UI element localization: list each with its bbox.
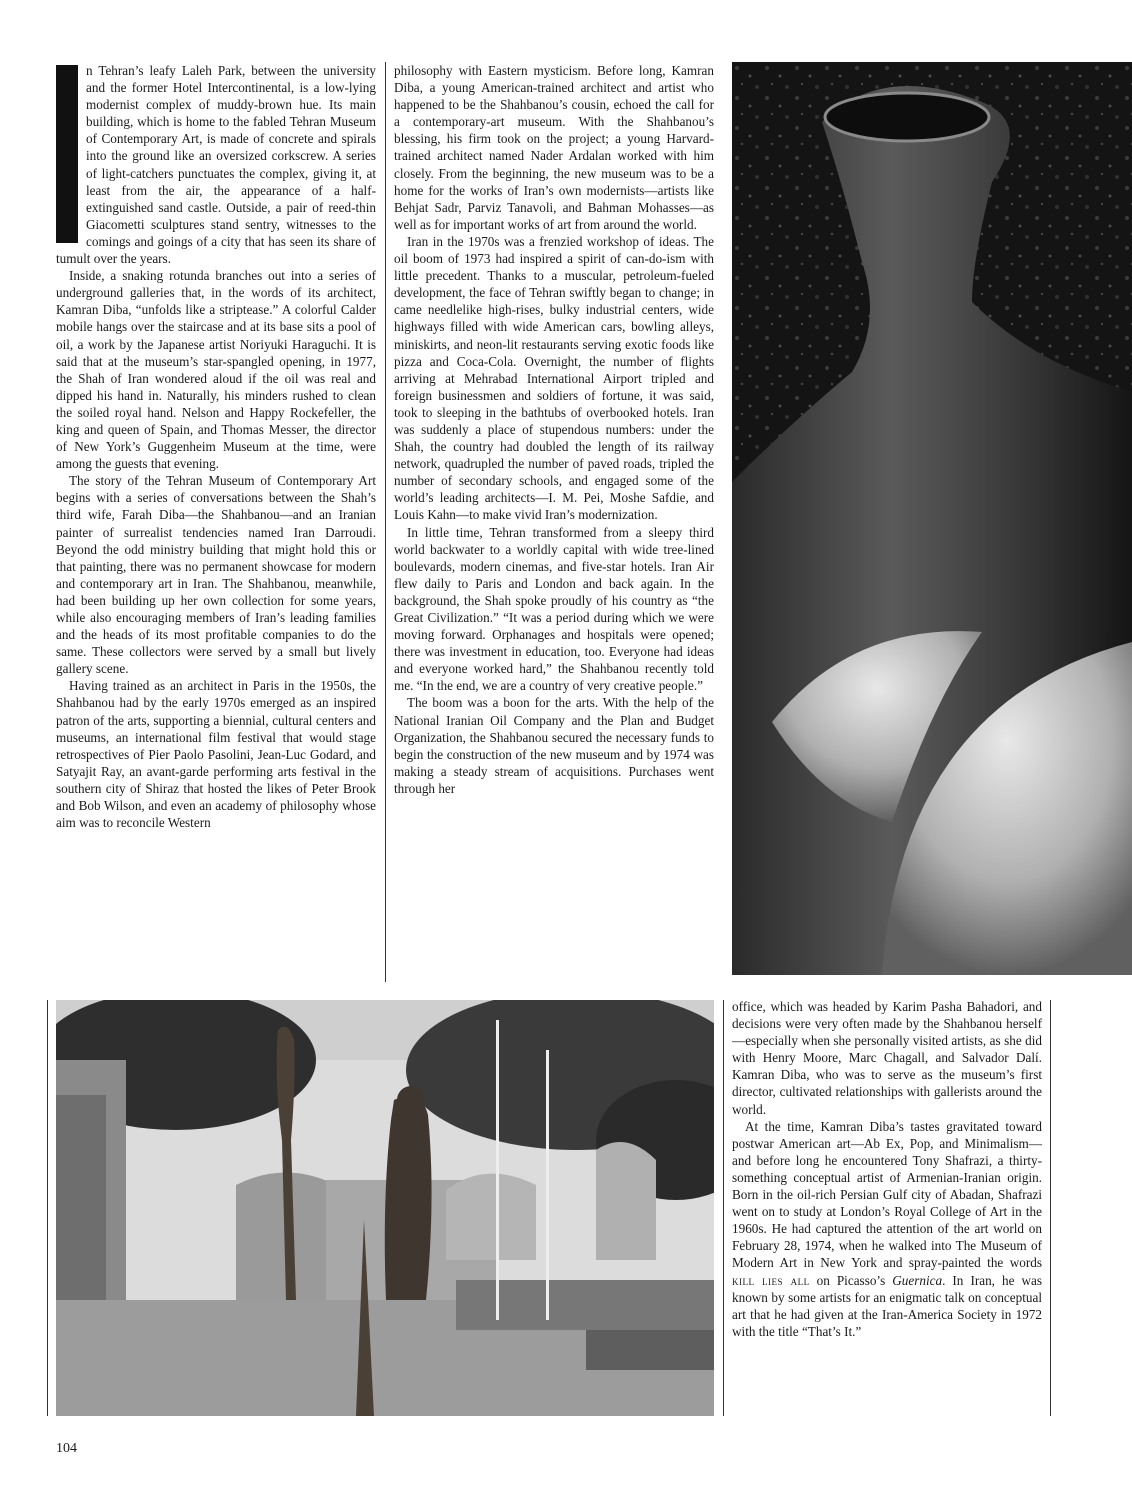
sculpture-photo	[732, 62, 1132, 975]
article-column-2	[394, 62, 714, 797]
paragraph	[732, 1118, 1042, 1340]
paragraph-text: At the time, Kamran Diba’s tastes gravitated toward postwar American art—Ab Ex, Pop, and Minimalism—and before long he encountered Tony Shafrazi, a thirty-something conceptual artist of Armenian-Iranian origin. Born in the oil-rich Persian Gulf city of Abadan, Shafrazi went on to study at London’s Royal College of Art in the 1960s. He had captured the attention of the art world on February 28, 1974, when he walked into The Museum of Modern Art in New York and spray-painted the words	[732, 1118, 1042, 1271]
drop-cap	[56, 65, 78, 243]
article-column-1	[56, 62, 376, 831]
column-divider	[385, 62, 386, 982]
paragraph: Having trained as an architect in Paris in the 1950s, the Shahbanou had by the early 1970s emerged as an inspired patron of the arts, supporting a biennial, cultural centers and museums, an international film festival that would stage retrospectives of Pier Paolo Pasolini, Jean-Luc Godard, and Satyajit Ray, an avant-garde performing arts festival in the southern city of Shiraz that hosted the likes of Peter Brook and Bob Wilson, and even an academy of philosophy whose aim was to reconcile Western	[56, 678, 376, 831]
italic-title: Guernica	[892, 1272, 943, 1288]
small-caps-text: kill lies all	[732, 1272, 810, 1288]
paragraph: The boom was a boon for the arts. With the help of the National Iranian Oil Company and the Plan and Budget Organization, the Shahbanou secured the necessary funds to begin the construction of the new museum and by 1974 was making a steady stream of acquisitions. Purchases went through her	[394, 695, 714, 796]
paragraph: office, which was headed by Karim Pasha Bahadori, and decisions were very often made by the Shahbanou herself—especially when she personally visited artists, as she did with Henry Moore, Marc Chagall, and Salvador Dalí. Kamran Diba, who was to serve as the museum’s first director, cultivated relationships with gallerists around the world.	[732, 999, 1042, 1117]
column-divider	[1050, 1000, 1051, 1416]
sculpture-illustration	[732, 62, 1132, 975]
page-number: 104	[56, 1441, 77, 1456]
museum-courtyard-photo	[56, 1000, 714, 1416]
article-column-3	[732, 998, 1042, 1340]
courtyard-illustration	[56, 1000, 714, 1416]
paragraph: The story of the Tehran Museum of Contemporary Art begins with a series of conversations between the Shah’s third wife, Farah Diba—the Shahbanou—and an Iranian painter of surrealist tendencies named Iran Darroudi. Beyond the odd ministry building that might hold this or that painting, there was no permanent showcase for modern and contemporary art in Iran. The Shahbanou, meanwhile, had been building up her own collection for some years, while also encouraging members of Iran’s leading families and the heads of its most profitable companies to do the same. These collectors were served by a small but lively gallery scene.	[56, 473, 376, 677]
paragraph: n Tehran’s leafy Laleh Park, between the university and the former Hotel Intercontinental, is a low-lying modernist complex of muddy-brown hue. Its main building, which is home to the fabled Tehran Museum of Contemporary Art, is made of concrete and spirals into the ground like an oversized corkscrew. A series of light-catchers punctuates the complex, giving it, at least from the air, the appearance of a half-extinguished sand castle. Outside, a pair of reed-thin Giacometti sculptures stand sentry, witnesses to the comings and goings of a city that has seen its share of tumult over the years.	[56, 63, 376, 267]
paragraph: In little time, Tehran transformed from a sleepy third world backwater to a worldly capital with wide tree-lined boulevards, modern cinemas, and five-star hotels. Iran Air flew daily to Paris and London and back again. In the background, the Shah spoke proudly of his country as “the Great Civilization.” “It was a period during which we were moving forward. Orphanages and hospitals were opened; there was investment in education, too. Everyone had ideas and everyone worked hard,” the Shahbanou recently told me. “In the end, we are a country of very creative people.”	[394, 524, 714, 694]
paragraph: Inside, a snaking rotunda branches out into a series of underground galleries that, in the words of its architect, Kamran Diba, “unfolds like a striptease.” A colorful Calder mobile hangs over the staircase and at its base sits a pool of oil, a work by the Japanese artist Noriyuki Haraguchi. It is said that at the museum’s star-spangled opening, in 1977, the Shah of Iran wondered aloud if the oil was real and dipped his hand in. Naturally, his minders rushed to clean the soiled royal hand. Nelson and Happy Rockefeller, the king and queen of Spain, and Thomas Messer, the director of New York’s Guggenheim Museum at the time, were among the guests that evening.	[56, 268, 376, 472]
paragraph: philosophy with Eastern mysticism. Before long, Kamran Diba, a young American-trained architect and artist who happened to be the Shahbanou’s cousin, echoed the call for a contemporary-art museum. With the Shahbanou’s blessing, his firm took on the project; a young Harvard-trained architect named Nader Ardalan worked with him closely. From the beginning, the new museum was to be a home for the works of Iran’s own modernists—artists like Behjat Sadr, Parviz Tanavoli, and Bahman Mohasses—as well as for important works of art from around the world.	[394, 63, 714, 232]
column-divider	[47, 1000, 48, 1416]
column-divider	[723, 1000, 724, 1416]
paragraph: Iran in the 1970s was a frenzied workshop of ideas. The oil boom of 1973 had inspired a spirit of can-do-ism with little precedent. Thanks to a muscular, petroleum-fueled development, the face of Tehran swiftly began to change; in came needlelike high-rises, bulky industrial centers, wide highways filled with wide American cars, bowling alleys, miniskirts, and neon-lit restaurants serving exotic foods like pizza and Coca-Cola. Overnight, the number of flights arriving at Mehrabad International Airport tripled and foreign businessmen and soldiers of fortune, it was said, took to sleeping in the bathtubs of overbooked hotels. Iran was suddenly a place of stupendous numbers: under the Shah, the country had doubled the length of its railway network, quadrupled the number of paved roads, tripled the number of secondary schools, and engaged some of the world’s leading architects—I. M. Pei, Moshe Safdie, and Louis Kahn—to make vivid Iran’s modernization.	[394, 233, 714, 523]
paragraph-text: . In Iran, he was known by some artists for an enigmatic talk on conceptual art that he had given at the Iran-America Society in 1972 with the title “That’s It.”	[732, 1272, 1043, 1339]
paragraph-text: on Picasso’s	[809, 1272, 893, 1288]
